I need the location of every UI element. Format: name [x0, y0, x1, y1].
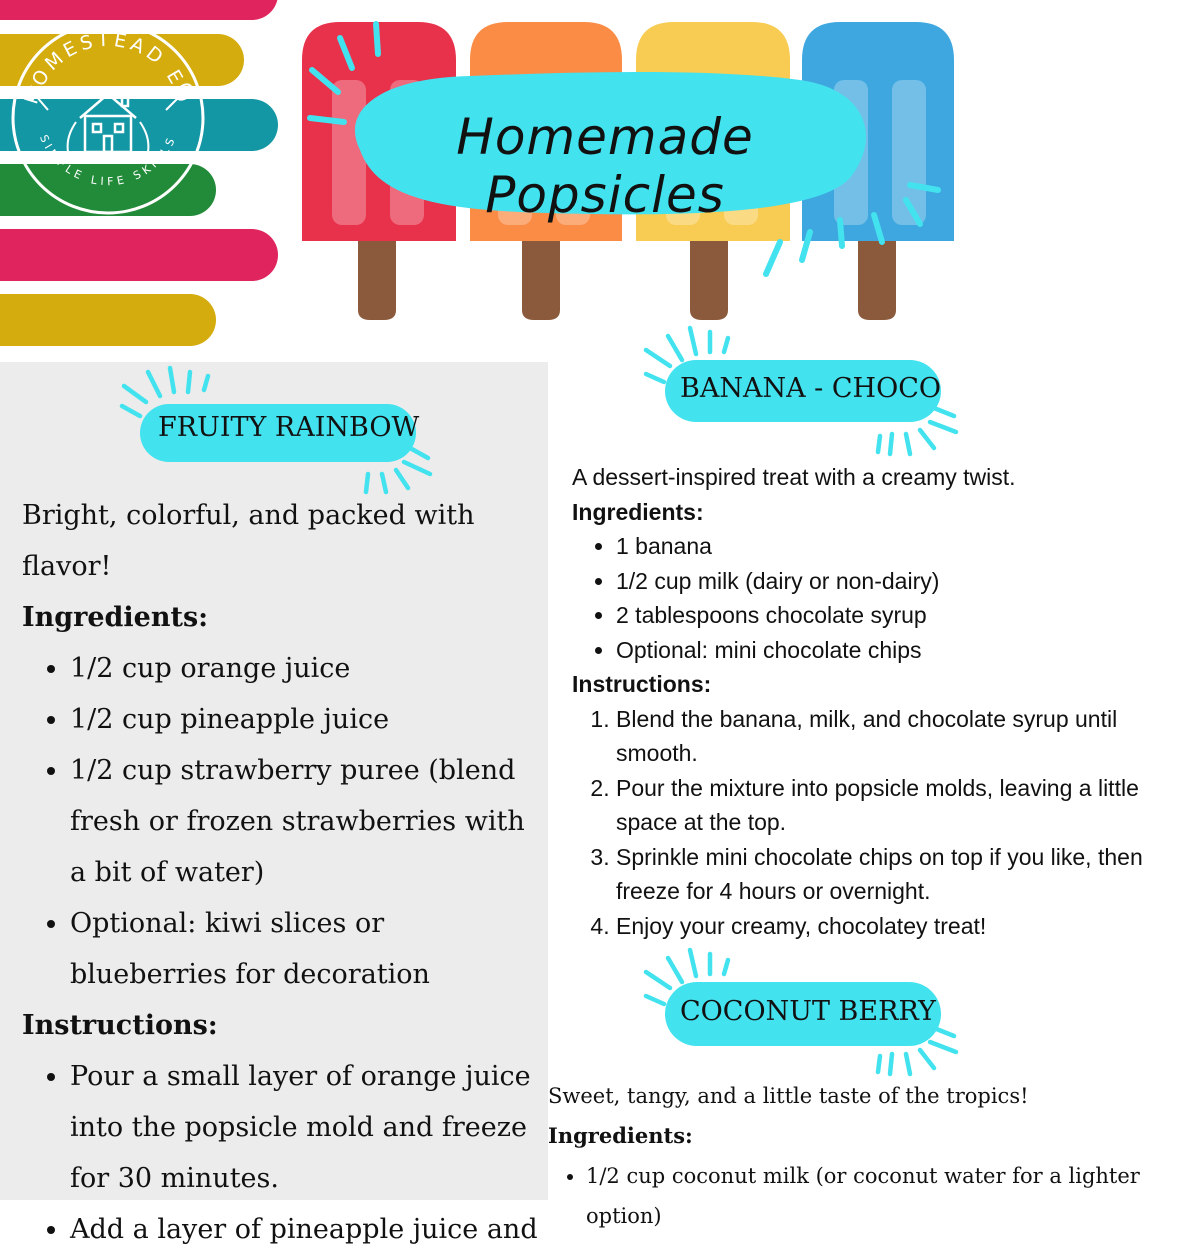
fruity-ingredients-list	[22, 643, 546, 1000]
banana-instructions-label: Instructions:	[572, 671, 712, 697]
homestead-logo	[8, 18, 208, 218]
stripe-gold-2	[0, 294, 216, 346]
banana-burst-bottom	[872, 400, 968, 462]
list-item: • 2 tablespoons chocolate syrup	[616, 598, 1192, 633]
fruity-intro: Bright, colorful, and packed with flavor!	[22, 500, 475, 582]
coconut-recipe	[548, 1076, 1198, 1236]
svg-text:SIMPLE LIFE SKILLS	[37, 133, 179, 188]
banana-heading: BANANA - CHOCO	[680, 373, 942, 404]
fruity-recipe	[22, 490, 546, 1255]
banana-instructions-list	[572, 702, 1192, 944]
logo-ring-bottom: SIMPLE LIFE SKILLS	[37, 132, 179, 189]
house-icon	[80, 92, 136, 152]
list-item: • 1/2 cup milk (dairy or non-dairy)	[616, 564, 1192, 599]
list-item: 1. Blend the banana, milk, and chocolate syrup until smooth.	[616, 702, 1192, 771]
list-item: • 1/2 cup strawberry puree (blend fresh or frozen strawberries with a bit of water)	[70, 745, 546, 898]
page-title: Homemade Popsicles	[456, 108, 754, 224]
fruity-ingredients-label: Ingredients:	[22, 602, 209, 633]
fruity-heading: FRUITY RAINBOW	[158, 412, 420, 443]
fruity-instructions-list	[22, 1051, 546, 1255]
list-item: • Pour a small layer of orange juice into the popsicle mold and freeze for 30 minutes.	[70, 1051, 546, 1204]
banana-intro: A dessert-inspired treat with a creamy twist.	[572, 464, 1016, 490]
list-item: • 1/2 cup orange juice	[70, 643, 546, 694]
coconut-ingredients-label: Ingredients:	[548, 1123, 693, 1148]
popsicle-sticks	[358, 235, 896, 320]
stripe-pink-top	[0, 0, 278, 20]
coconut-intro: Sweet, tangy, and a little taste of the tropics!	[548, 1084, 1029, 1108]
fruity-instructions-label: Instructions:	[22, 1010, 218, 1041]
stripe-pink-2	[0, 229, 278, 281]
banana-ingredients-list	[572, 529, 1192, 667]
list-item: 4. Enjoy your creamy, chocolatey treat!	[616, 909, 1192, 944]
list-item: • Optional: kiwi slices or blueberries for decoration	[70, 898, 546, 1000]
banana-recipe	[572, 460, 1192, 943]
coconut-ingredients-list	[548, 1156, 1198, 1236]
list-item: • 1/2 cup pineapple juice	[70, 694, 546, 745]
list-item: • Add a layer of pineapple juice and	[70, 1204, 546, 1255]
banana-ingredients-label: Ingredients:	[572, 498, 704, 525]
logo-ring-top: HOMESTEAD EC	[20, 28, 196, 107]
list-item: 2. Pour the mixture into popsicle molds, leaving a little space at the top.	[616, 771, 1192, 840]
coconut-heading: COCONUT BERRY	[680, 996, 936, 1027]
list-item: 3. Sprinkle mini chocolate chips on top if you like, then freeze for 4 hours or overnight.	[616, 840, 1192, 909]
list-item: • 1 banana	[616, 529, 1192, 564]
list-item: • 1/2 cup coconut milk (or coconut water for a lighter option)	[586, 1156, 1198, 1236]
coconut-burst-bottom	[872, 1020, 968, 1082]
list-item: • Optional: mini chocolate chips	[616, 633, 1192, 668]
